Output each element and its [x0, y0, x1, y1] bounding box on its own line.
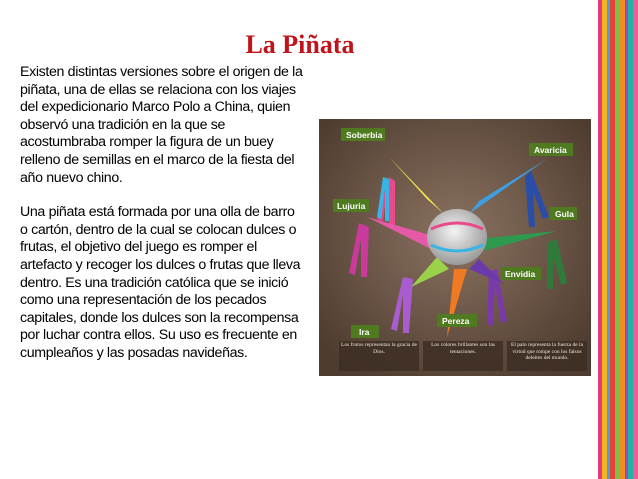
label-ira: Ira	[359, 327, 370, 337]
pinata-pot	[427, 209, 487, 265]
caption-frutos: Los frutos representan la gracia de Dios.	[341, 342, 417, 355]
label-soberbia: Soberbia	[346, 130, 383, 140]
label-pereza: Pereza	[442, 316, 470, 326]
stripe	[633, 0, 638, 479]
label-avaricia: Avaricia	[534, 145, 567, 155]
body-text	[20, 64, 305, 380]
label-envidia: Envidia	[505, 269, 536, 279]
caption-palo: El palo representa la fuerza de la virtud que rompe con los falsos deleites del mundo.	[510, 342, 584, 361]
label-lujuria: Lujuria	[337, 201, 366, 211]
caption-colores: Los colores brillantes son las tentaciones.	[431, 342, 495, 355]
paragraph-description: Una piñata está formada por una olla de barro o cartón, dentro de la cual se colocan dulces o frutas, el objetivo del juego es romper el artefacto y recoger los dulces o frutas que lleva dentro. Es una tradición católica que se inició como una representación de los pecados capitales, donde los dulces son la recompensa por luchar contra ellos. Su uso es frecuente en cumpleaños y las posadas navideñas.	[20, 204, 301, 361]
paragraph-origin: Existen distintas versiones sobre el origen de la piñata, una de ellas se relaciona con los viajes del expedicionario Marco Polo a China, quien observó una tradición en la que se acostumbraba romper la figura de un buey relleno de semillas en el marco de la fiesta del año nuevo chino.	[20, 64, 303, 186]
pinata-illustration	[319, 119, 591, 376]
slide-title: La Piñata	[245, 30, 355, 59]
decorative-stripes	[598, 0, 638, 479]
label-gula: Gula	[555, 209, 574, 219]
